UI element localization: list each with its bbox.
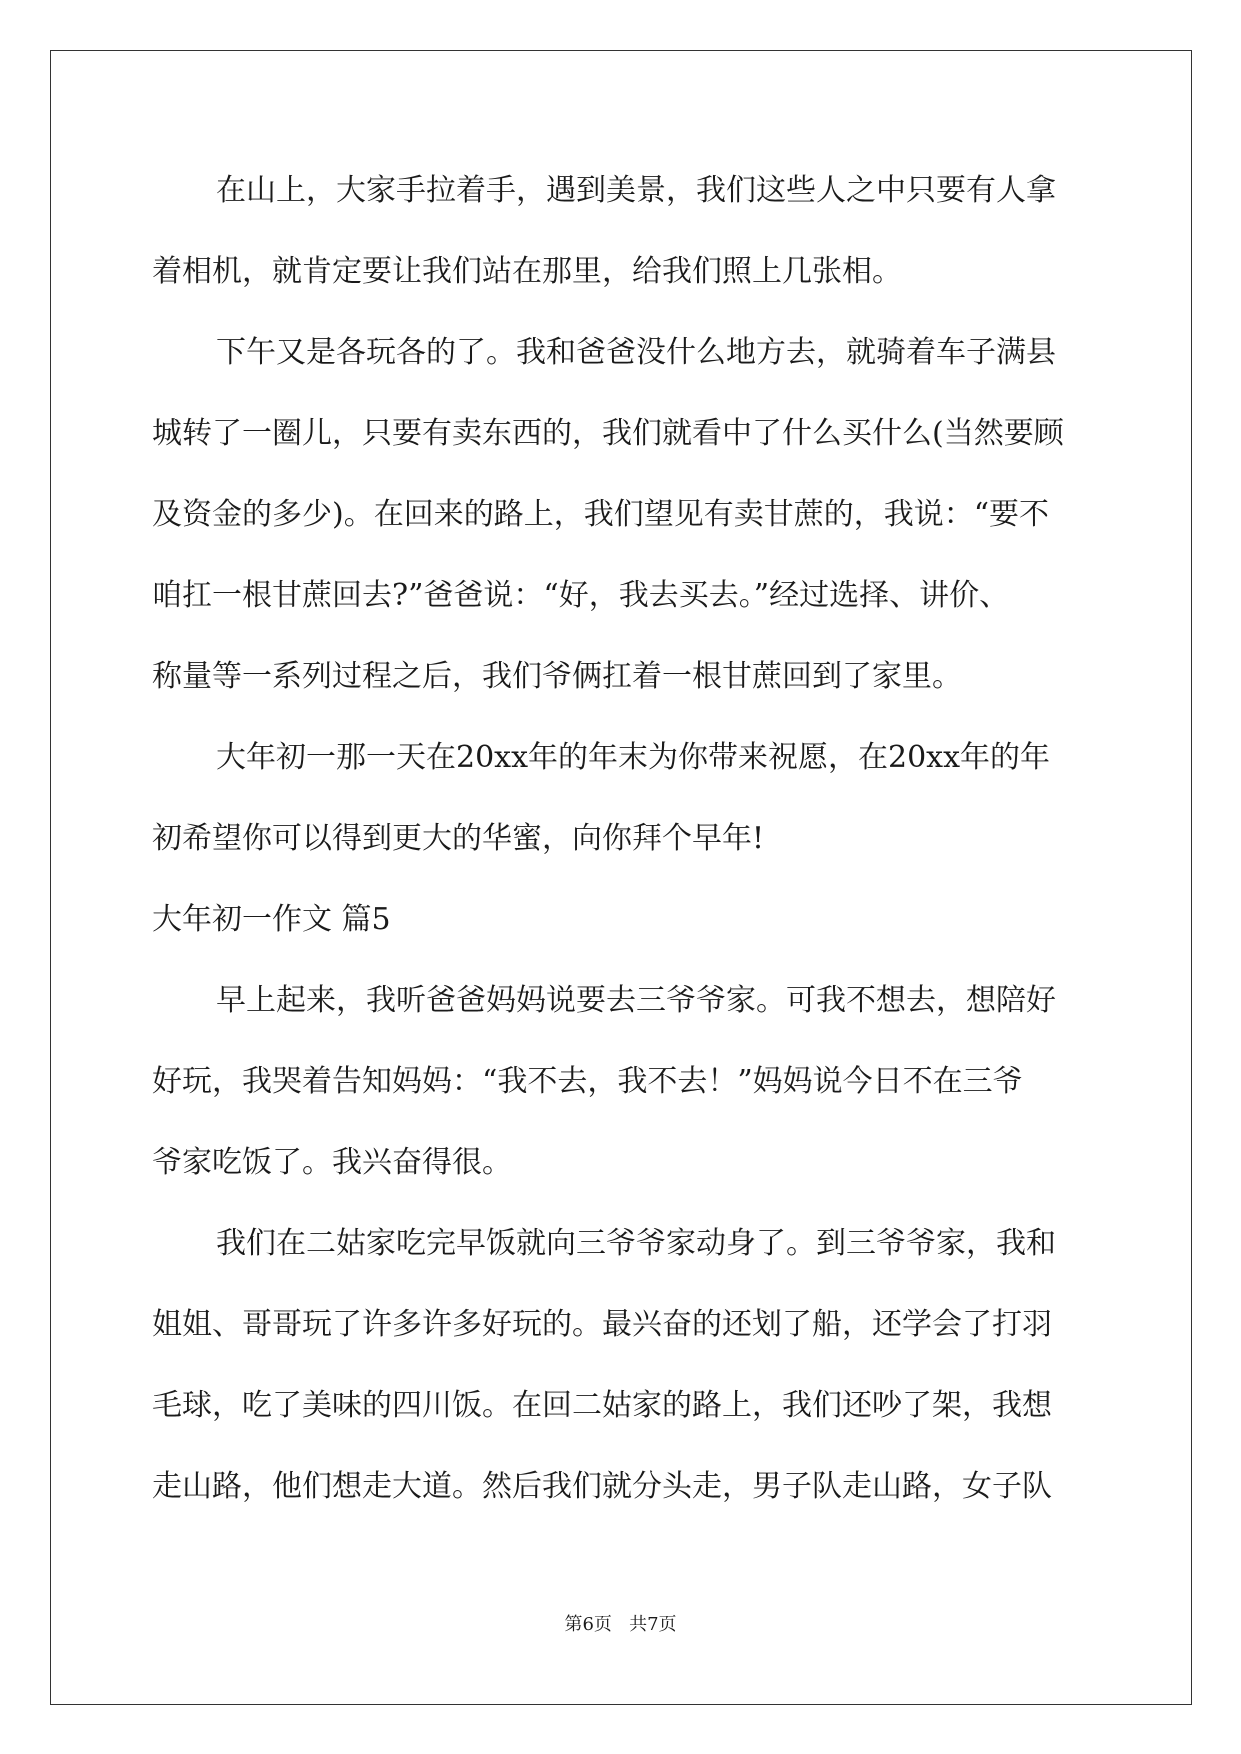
paragraph-line: 咱扛一根甘蔗回去?”爸爸说：“好，我去买去。”经过选择、讲价、 [152,578,1010,613]
paragraph-line: 早上起来，我听爸爸妈妈说要去三爷爷家。可我不想去，想陪好 [216,983,1056,1018]
paragraph-line: 姐姐、哥哥玩了许多许多好玩的。最兴奋的还划了船，还学会了打羽 [152,1307,1052,1342]
paragraph-line: 下午又是各玩各的了。我和爸爸没什么地方去，就骑着车子满县 [216,335,1056,370]
paragraph-line: 走山路，他们想走大道。然后我们就分头走，男子队走山路，女子队 [152,1469,1052,1504]
paragraph-line: 在山上，大家手拉着手，遇到美景，我们这些人之中只要有人拿 [216,173,1056,208]
paragraph-line: 毛球，吃了美味的四川饭。在回二姑家的路上，我们还吵了架，我想 [152,1388,1052,1423]
section-heading: 大年初一作文 篇5 [152,902,391,937]
paragraph-line: 爷家吃饭了。我兴奋得很。 [152,1145,512,1180]
paragraph-line: 好玩，我哭着告知妈妈：“我不去，我不去！”妈妈说今日不在三爷 [152,1064,1023,1099]
paragraph-line: 城转了一圈儿，只要有卖东西的，我们就看中了什么买什么(当然要顾 [152,416,1064,451]
paragraph-line: 大年初一那一天在20xx年的年末为你带来祝愿，在20xx年的年 [216,740,1051,775]
paragraph-line: 及资金的多少)。在回来的路上，我们望见有卖甘蔗的，我说：“要不 [152,497,1050,532]
document-body [152,150,1092,1527]
paragraph-line: 我们在二姑家吃完早饭就向三爷爷家动身了。到三爷爷家，我和 [216,1226,1056,1261]
paragraph-line: 着相机，就肯定要让我们站在那里，给我们照上几张相。 [152,254,902,289]
paragraph-line: 称量等一系列过程之后，我们爷俩扛着一根甘蔗回到了家里。 [152,659,962,694]
paragraph-line: 初希望你可以得到更大的华蜜，向你拜个早年! [152,821,765,856]
page-number-footer: 第6页 共7页 [564,1614,677,1635]
